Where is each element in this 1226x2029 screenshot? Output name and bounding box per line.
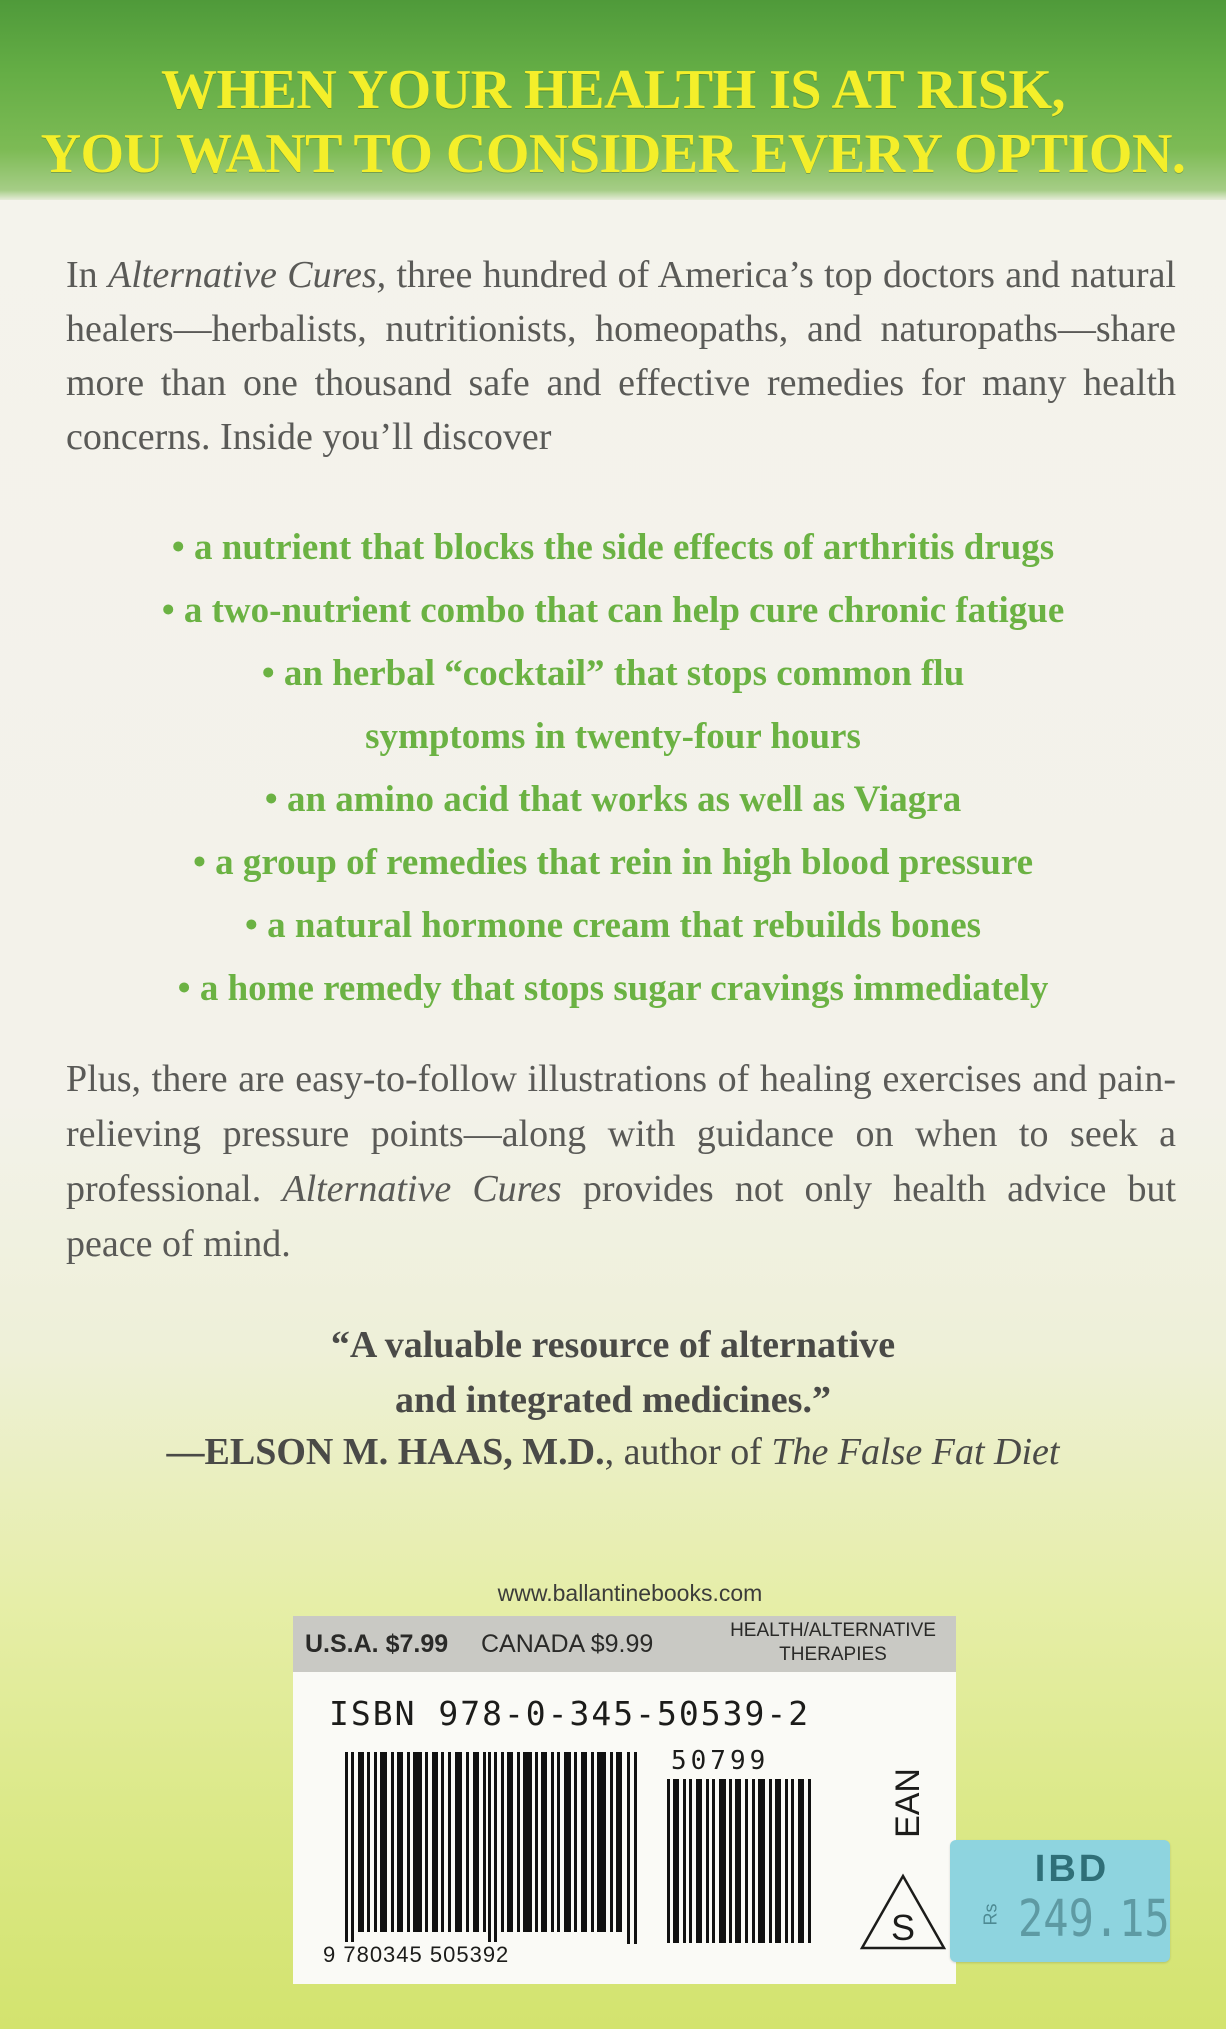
barcode-digits: 9 780345 505392 [323,1942,510,1967]
bullet-item: • an amino acid that works as well as Viagra [264,779,962,820]
quote-line-2: and integrated medicines.” [395,1379,831,1421]
quote-line-1: “A valuable resource of alternative [330,1324,896,1366]
bullet-item-continuation: symptoms in twenty-four hours [365,716,861,757]
intro-paragraph [66,248,1176,464]
publisher-url: www.ballantinebooks.com [497,1580,763,1606]
intro-prefix: In [66,254,109,296]
plus-text-1: Plus, there are easy-to-follow illustrations of healing exercises and pain-relieving pressure points—along with guidance on when to seek a professional. [66,1058,1176,1210]
sticker-brand: IBD [1034,1848,1110,1890]
price-canada: CANADA $9.99 [481,1630,654,1658]
bullet-item: • an herbal “cocktail” that stops common flu [261,653,965,694]
sticker-amount: 249.15 [1018,1889,1170,1948]
price-sticker [950,1840,1170,1962]
quote-author-suffix: , author of [604,1431,772,1473]
barcode-addon-number: 50799 [671,1746,770,1776]
bullet-list [40,516,1186,1020]
testimonial-quote [40,1318,1186,1428]
s-label: S [890,1907,916,1948]
quote-author: —ELSON M. HAAS, M.D. [166,1431,605,1473]
headline-line-2: YOU WANT TO CONSIDER EVERY OPTION. [40,123,1186,185]
barcode-panel [293,1672,956,1984]
quote-author-book: The False Fat Diet [771,1431,1060,1473]
bullet-item: • a natural hormone cream that rebuilds bones [244,905,982,946]
category-label [718,1619,948,1667]
s-triangle-icon [858,1872,948,1952]
headline [0,58,1226,186]
price-bar [293,1616,956,1672]
category-line-1: HEALTH/ALTERNATIVE [730,1620,936,1641]
price-usa: U.S.A. $7.99 [305,1630,449,1658]
plus-text-2: provides not only health advice but peace of mind. [66,1168,1176,1265]
plus-book-title: Alternative Cures [282,1168,562,1210]
bullet-item: • a home remedy that stops sugar cravings immediately [177,968,1049,1009]
intro-book-title: Alternative Cures, [108,254,387,296]
category-line-2: THERAPIES [779,1644,887,1665]
ean-label: EAN [889,1768,927,1838]
plus-paragraph [66,1052,1176,1272]
ean-barcode [345,1752,641,1944]
bullet-item: • a nutrient that blocks the side effects of arthritis drugs [171,527,1055,568]
sticker-currency: Rs [980,1903,1001,1926]
bullet-item: • a two-nutrient combo that can help cure chronic fatigue [161,590,1065,631]
intro-text: three hundred of America’s top doctors and natural healers—herbalists, nutritionists, homeopaths, and naturopaths—share more than one thousand safe and effective remedies for many health concerns. Inside you’ll discover [66,254,1176,458]
bullet-item: • a group of remedies that rein in high blood pressure [192,842,1034,883]
headline-line-1: WHEN YOUR HEALTH IS AT RISK, [160,59,1066,121]
isbn-number: ISBN 978-0-345-50539-2 [329,1694,811,1733]
quote-attribution [40,1425,1186,1480]
addon-barcode [667,1779,817,1943]
